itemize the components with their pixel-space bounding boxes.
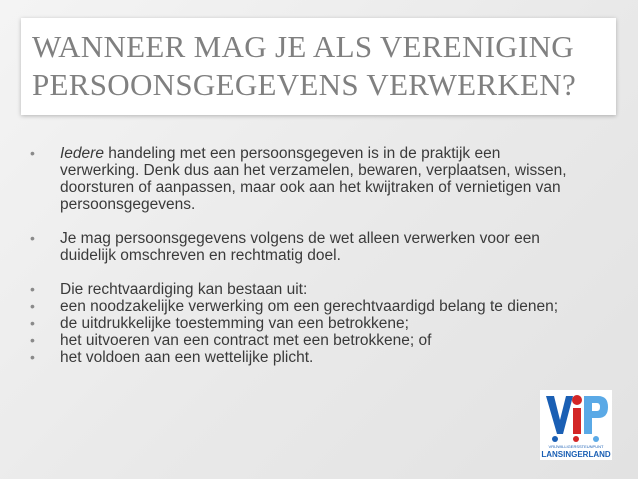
bullet-dot-icon: • xyxy=(30,298,35,314)
bullet-text: Je mag persoonsgegevens volgens de wet alleen verwerken voor een duidelijk omschreven en rechtmatig doel. xyxy=(60,230,540,264)
bullet-item xyxy=(30,281,570,298)
bullet-text: handeling met een persoonsgegeven is in de praktijk een verwerking. Denk dus aan het verzamelen, bewaren, verplaatsen, wissen, doorsturen of aanpassen, maar ook aan het kwijtraken of vernietigen van persoonsgegevens. xyxy=(60,145,567,213)
bullet-item xyxy=(30,349,570,366)
bullet-text: de uitdrukkelijke toestemming van een betrokkene; xyxy=(60,315,409,332)
bullet-dot-icon: • xyxy=(30,281,35,297)
bullet-item xyxy=(30,145,570,213)
logo-letter-i xyxy=(573,408,581,434)
title-line-1: WANNEER MAG JE ALS VERENIGING xyxy=(32,29,574,64)
slide-title xyxy=(21,18,616,115)
title-line-2: PERSOONSGEGEVENS VERWERKEN? xyxy=(32,67,577,102)
slide-content xyxy=(30,145,570,366)
bullet-item xyxy=(30,298,570,315)
bullet-dot-icon: • xyxy=(30,349,35,365)
logo-name: LANSINGERLAND xyxy=(541,450,611,459)
vip-lansingerland-logo xyxy=(540,390,612,460)
bullet-item xyxy=(30,230,570,264)
bullet-list xyxy=(30,145,570,366)
bullet-emphasis: Iedere xyxy=(60,145,104,162)
logo-subtitle: VRIJWILLIGERSSTEUNPUNT xyxy=(548,444,604,449)
logo-dot xyxy=(572,395,582,405)
bullet-dot-icon: • xyxy=(30,145,35,161)
bullet-dot-icon: • xyxy=(30,230,35,246)
bullet-text: een noodzakelijke verwerking om een gerechtvaardigd belang te dienen; xyxy=(60,298,559,315)
bullet-dot-icon: • xyxy=(30,315,35,331)
bullet-dot-icon: • xyxy=(30,332,35,348)
bullet-text: het uitvoeren van een contract met een betrokkene; of xyxy=(60,332,432,349)
bullet-text: het voldoen aan een wettelijke plicht. xyxy=(60,349,314,366)
bullet-item xyxy=(30,315,570,332)
bullet-item xyxy=(30,332,570,349)
bullet-text: Die rechtvaardiging kan bestaan uit: xyxy=(60,281,308,298)
